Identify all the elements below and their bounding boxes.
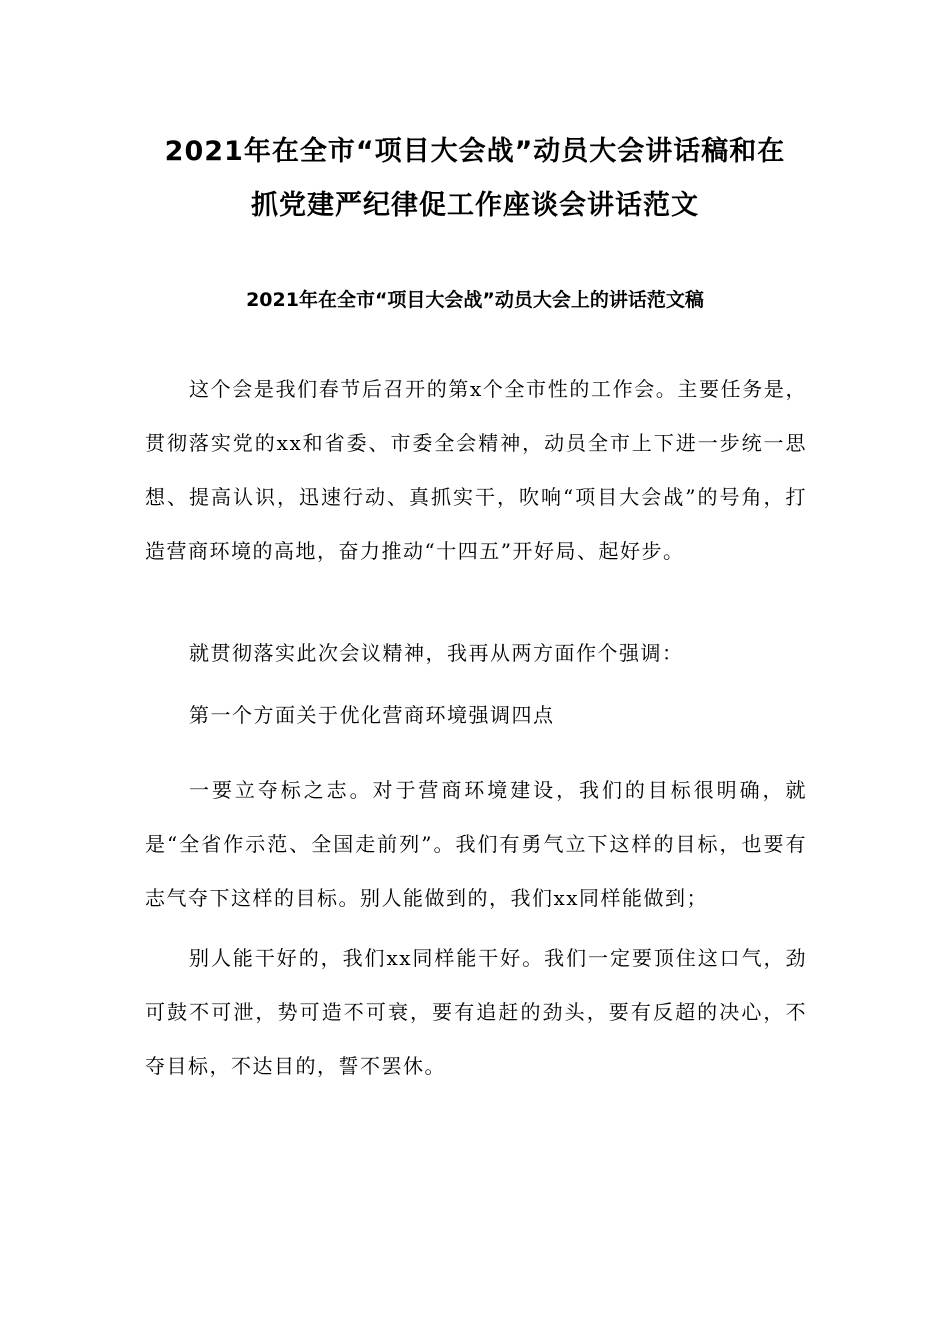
paragraph-1: 这个会是我们春节后召开的第x个全市性的工作会。主要任务是，贯彻落实党的xx和省委、市委全会精神，动员全市上下进一步统一思想、提高认识，迅速行动、真抓实干，吹响“项目大会战”的号角，打造营商环境的高地，奋力推动“十四五”开好局、起好步。	[145, 377, 807, 563]
document-title-line-1: 2021年在全市“项目大会战”动员大会讲话稿和在	[164, 136, 786, 167]
paragraph-3: 第一个方面关于优化营商环境强调四点	[189, 703, 555, 727]
paragraph-4: 一要立夺标之志。对于营商环境建设，我们的目标很明确，就是“全省作示范、全国走前列”。我们有勇气立下这样的目标，也要有志气夺下这样的目标。别人能做到的，我们xx同样能做到；	[145, 778, 807, 910]
section-title: 2021年在全市“项目大会战”动员大会上的讲话范文稿	[246, 289, 704, 311]
paragraph-2: 就贯彻落实此次会议精神，我再从两方面作个强调：	[189, 641, 684, 665]
document-title-line-2: 抓党建严纪律促工作座谈会讲话范文	[251, 190, 699, 221]
document-title	[120, 125, 830, 233]
paragraph-5: 别人能干好的，我们xx同样能干好。我们一定要顶住这口气，劲可鼓不可泄，势可造不可衰，要有追赶的劲头，要有反超的决心，不夺目标，不达目的，誓不罢休。	[145, 946, 807, 1078]
